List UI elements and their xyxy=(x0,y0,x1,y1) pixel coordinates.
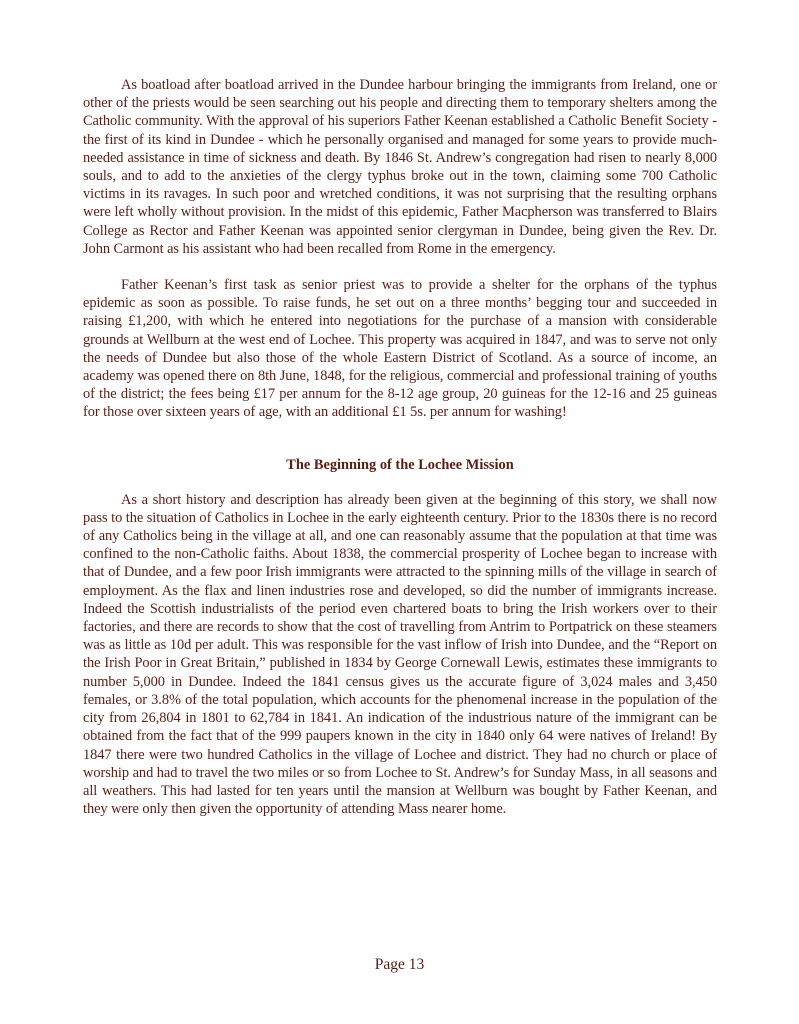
document-page xyxy=(83,76,717,818)
paragraph-lochee-catholics: As a short history and description has already been given at the beginning of this story, we shall now pass to the situation of Catholics in Lochee in the early eighteenth century. Prior to the 1830s there is no record of any Catholics being in the village at all, and one can reasonably assume that the population at that time was confined to the non-Catholic faiths. About 1838, the commercial prosperity of Lochee began to increase with that of Dundee, and a few poor Irish immigrants were attracted to the spinning mills of the village in search of employment. As the flax and linen industries rose and developed, so did the number of immigrants increase. Indeed the Scottish industrialists of the period even chartered boats to bring the Irish workers over to their factories, and there are records to show that the cost of travelling from Antrim to Portpatrick on these steamers was as little as 10d per adult. This was responsible for the vast inflow of Irish into Dundee, and the “Report on the Irish Poor in Great Britain,” published in 1834 by George Cornewall Lewis, estimates these immigrants to number 5,000 in Dundee. Indeed the 1841 census gives us the accurate figure of 3,024 males and 3,450 females, or 3.8% of the total population, which accounts for the phenomenal increase in the population of the city from 26,804 in 1801 to 62,784 in 1841. An indication of the industrious nature of the immigrant can be obtained from the fact that of the 999 paupers known in the city in 1840 only 64 were natives of Ireland! By 1847 there were two hundred Catholics in the village of Lochee and district. They had no church or place of worship and had to travel the two miles or so from Lochee to St. Andrew’s for Sunday Mass, in all seasons and all weathers. This had lasted for ten years until the mansion at Wellburn was bought by Father Keenan, and they were only then given the opportunity of attending Mass nearer home. xyxy=(83,491,717,818)
paragraph-orphans-shelter: Father Keenan’s first task as senior priest was to provide a shelter for the orphans of the typhus epidemic as soon as possible. To raise funds, he set out on a three months’ begging tour and succeeded in raising £1,200, with which he entered into negotiations for the purchase of a mansion with considerable grounds at Wellburn at the west end of Lochee. This property was acquired in 1847, and was to serve not only the needs of Dundee but also those of the whole Eastern District of Scotland. As a source of income, an academy was opened there on 8th June, 1848, for the religious, commercial and professional training of youths of the district; the fees being £17 per annum for the 8-12 age group, 20 guineas for the 12-16 and 25 guineas for those over sixteen years of age, with an additional £1 5s. per annum for washing! xyxy=(83,277,717,421)
section-heading: The Beginning of the Lochee Mission xyxy=(286,456,514,473)
paragraph-boatload-immigrants: As boatload after boatload arrived in the Dundee harbour bringing the immigrants from Ireland, one or other of the priests would be seen searching out his people and directing them to temporary shelters among the Catholic community. With the approval of his superiors Father Keenan established a Catholic Benefit Society - the first of its kind in Dundee - which he personally organised and managed for some years to provide much-needed assistance in time of sickness and death. By 1846 St. Andrew’s congregation had risen to nearly 8,000 souls, and to add to the anxieties of the clergy typhus broke out in the town, claiming some 700 Catholic victims in its ravages. In such poor and wretched conditions, it was not surprising that the resulting orphans were left wholly without provision. In the midst of this epidemic, Father Macpherson was transferred to Blairs College as Rector and Father Keenan was appointed senior clergyman in Dundee, being given the Rev. Dr. John Carmont as his assistant who had been recalled from Rome in the emergency. xyxy=(83,77,717,257)
page-number: Page 13 xyxy=(374,956,425,973)
